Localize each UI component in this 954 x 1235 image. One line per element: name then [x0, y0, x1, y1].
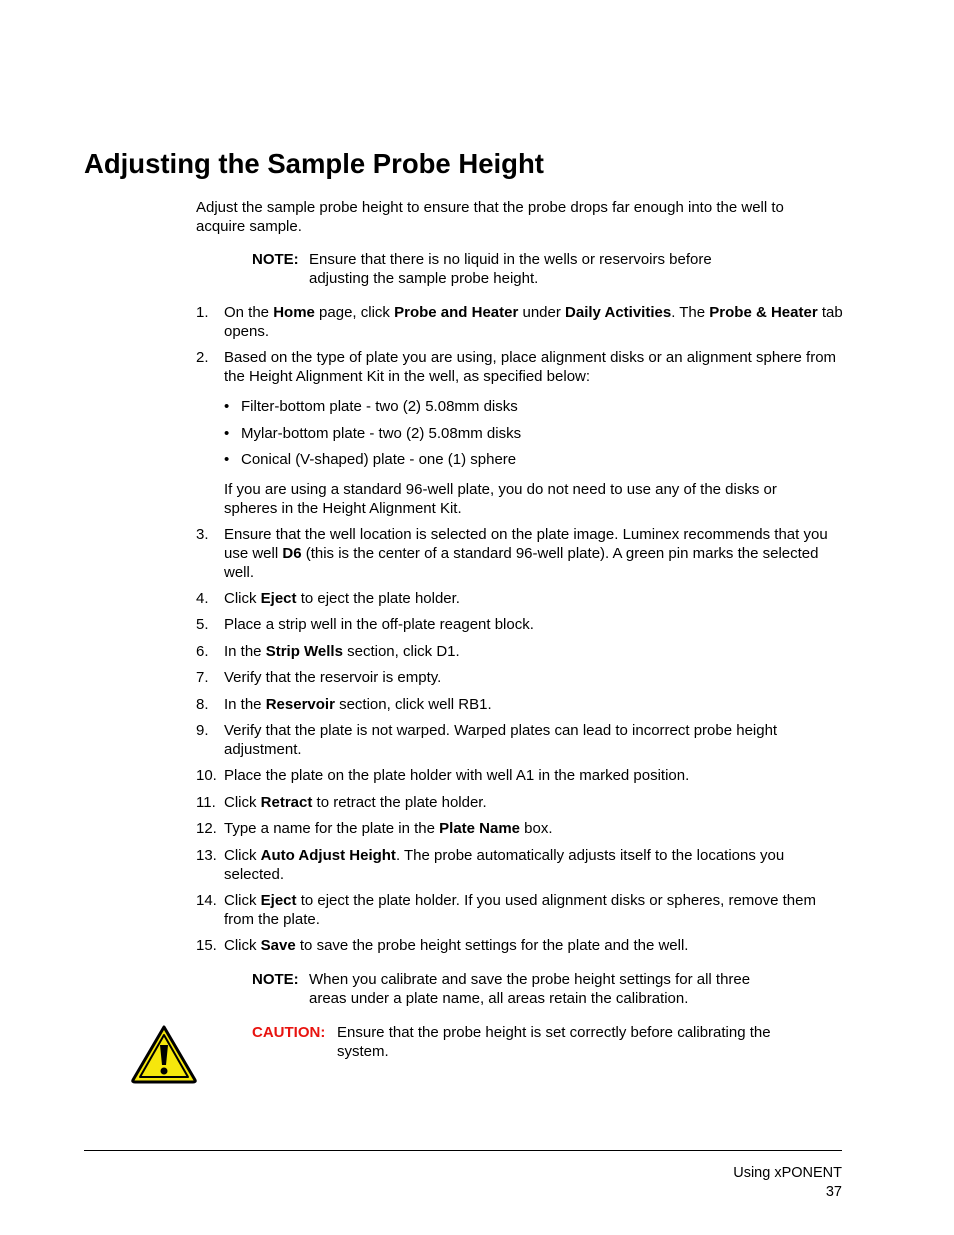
step-number: 4.	[196, 590, 209, 607]
step-number: 1.	[196, 304, 209, 321]
footer-divider	[84, 1150, 842, 1151]
note-text: Ensure that there is no liquid in the wells or reservoirs before adjusting the sample probe height.	[309, 251, 712, 287]
step-number: 2.	[196, 349, 209, 366]
step-text: Type a name for the plate in the Plate Name box.	[224, 820, 553, 837]
note-label: NOTE:	[252, 971, 299, 988]
caution-text: Ensure that the probe height is set correctly before calibrating the system.	[337, 1024, 771, 1060]
bullet-text: Mylar-bottom plate - two (2) 5.08mm disks	[241, 425, 522, 442]
step-text: Click Save to save the probe height settings for the plate and the well.	[224, 937, 689, 954]
step-number: 15.	[196, 937, 217, 954]
step-number: 12.	[196, 820, 217, 837]
step-text: Click Auto Adjust Height. The probe automatically adjusts itself to the locations you selected.	[224, 847, 785, 883]
bullet-text: Conical (V-shaped) plate - one (1) sphere	[241, 451, 517, 468]
step-text: In the Reservoir section, click well RB1.	[224, 696, 492, 713]
bullet-text: Filter-bottom plate - two (2) 5.08mm disks	[241, 398, 518, 415]
step-number: 10.	[196, 767, 217, 784]
caution-label: CAUTION:	[252, 1024, 326, 1041]
step-text: On the Home page, click Probe and Heater under Daily Activities. The Probe & Heater tab opens.	[224, 304, 843, 340]
step-6	[196, 642, 846, 661]
page-title: Adjusting the Sample Probe Height	[84, 148, 544, 179]
step-text: Place a strip well in the off-plate reagent block.	[224, 616, 534, 633]
list-item	[224, 397, 518, 416]
step-text: Verify that the plate is not warped. Warped plates can lead to incorrect probe height adjustment.	[224, 722, 778, 758]
step-text: Ensure that the well location is selected on the plate image. Luminex recommends that you use well D6 (this is the center of a standard 96-well plate). A green pin marks the selected well.	[224, 526, 828, 581]
page-footer	[733, 1164, 842, 1202]
step-2-followup: If you are using a standard 96-well plate, you do not need to use any of the disks or spheres in the Height Alignment Kit.	[224, 481, 777, 517]
step-text: Click Eject to eject the plate holder. If you used alignment disks or spheres, remove them from the plate.	[224, 892, 816, 928]
step-14	[196, 891, 846, 929]
caution-notice	[252, 1023, 792, 1061]
step-number: 14.	[196, 892, 217, 909]
note-text: When you calibrate and save the probe height settings for all three areas under a plate name, all areas retain the calibration.	[309, 971, 751, 1007]
step-number: 3.	[196, 526, 209, 543]
step-number: 6.	[196, 643, 209, 660]
step-3	[196, 525, 846, 582]
footer-doc-title: Using xPONENT	[733, 1165, 842, 1181]
step-9	[196, 721, 846, 759]
step-number: 11.	[196, 794, 216, 811]
step-7	[196, 668, 846, 687]
note-1	[252, 250, 772, 288]
step-text: Verify that the reservoir is empty.	[224, 669, 442, 686]
step-text: Click Retract to retract the plate holder.	[224, 794, 487, 811]
list-item	[224, 450, 516, 469]
note-label: NOTE:	[252, 251, 299, 268]
warning-triangle-icon	[130, 1024, 198, 1084]
bullet-glyph: •	[224, 398, 230, 415]
step-number: 13.	[196, 847, 217, 864]
step-13	[196, 846, 846, 884]
list-item	[224, 424, 521, 443]
step-number: 9.	[196, 722, 209, 739]
step-number: 5.	[196, 616, 209, 633]
page-number: 37	[825, 1184, 842, 1200]
note-2	[252, 970, 772, 1008]
intro-paragraph: Adjust the sample probe height to ensure that the probe drops far enough into the well to acquire sample.	[196, 199, 784, 235]
step-text: Click Eject to eject the plate holder.	[224, 590, 460, 607]
bullet-glyph: •	[224, 451, 230, 468]
step-11	[196, 793, 846, 812]
step-text: In the Strip Wells section, click D1.	[224, 643, 460, 660]
step-text: Based on the type of plate you are using, place alignment disks or an alignment sphere from the Height Alignment Kit in the well, as specified below:	[224, 349, 837, 385]
bullet-glyph: •	[224, 425, 230, 442]
step-number: 7.	[196, 669, 209, 686]
step-12	[196, 819, 846, 838]
step-1	[196, 303, 846, 341]
step-4	[196, 589, 846, 608]
step-text: Place the plate on the plate holder with well A1 in the marked position.	[224, 767, 690, 784]
step-5	[196, 615, 846, 634]
step-8	[196, 695, 846, 714]
step-number: 8.	[196, 696, 209, 713]
step-15	[196, 936, 846, 955]
step-10	[196, 766, 846, 785]
step-2	[196, 348, 846, 386]
